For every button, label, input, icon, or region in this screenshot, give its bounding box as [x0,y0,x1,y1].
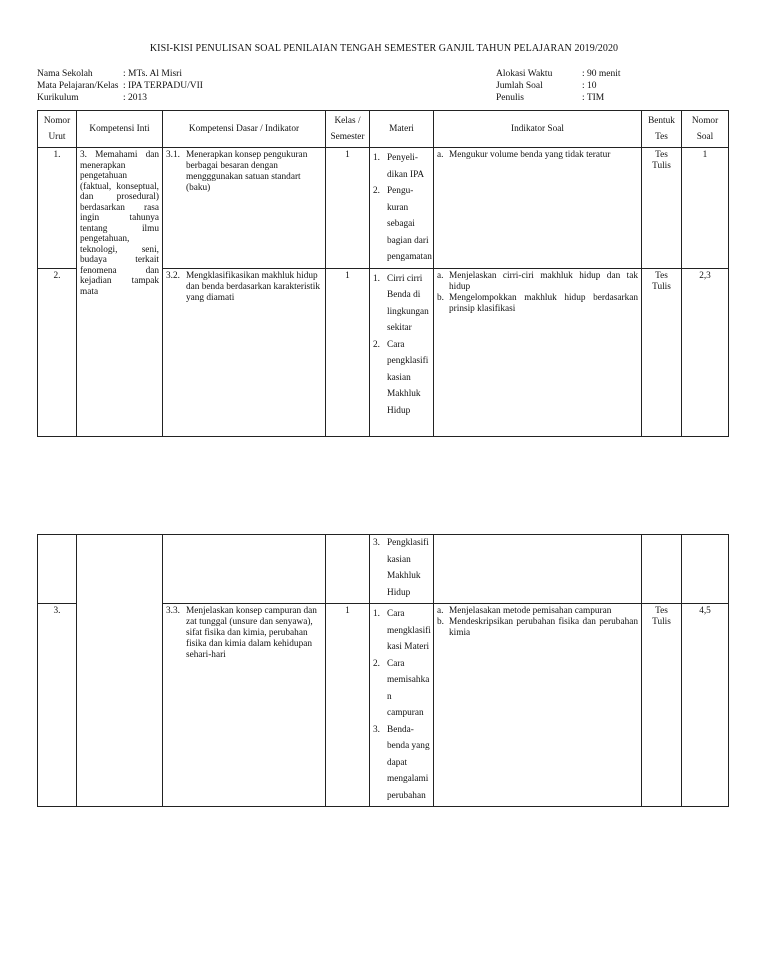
cell-kompetensi-dasar: 3.3. Menjelaskan konsep campuran dan zat tunggal (unsure dan senyawa), sifat fisika dan kimia, perubahan fisika dan kimia dalam kehidupan sehari-hari [163,604,326,807]
meta-value: : 90 menit [582,69,621,79]
materi-item: 1. Penyeli-dikan IPA [373,153,425,180]
cell-kompetensi-dasar: 3.1. Menerapkan konsep pengukuran berbagai besaran dengan mengggunakan satuan standart (baku) [163,148,326,269]
cell-nomor-soal: 1 [682,148,729,269]
header-materi: Materi [370,111,434,148]
materi-item: 2. Cara memisahka n campuran [373,658,430,718]
meta-row-jumlah-soal [496,80,621,92]
cell-nomor-urut: 2. [38,268,77,436]
cell-kelas [326,535,370,604]
header-indikator-soal: Indikator Soal [434,111,642,148]
meta-label: Penulis [496,93,524,103]
cell-indikator-soal [434,268,642,436]
meta-value: : MTs. Al Misri [123,69,182,79]
table-row-continuation [38,535,729,604]
document-title: KISI-KISI PENULISAN SOAL PENILAIAN TENGAH SEMESTER GANJIL TAHUN PELAJARAN 2019/2020 [149,43,619,54]
cell-materi [370,535,434,604]
header-kelas-semester: Kelas / Semester [326,111,370,148]
meta-left [37,68,203,104]
table-header-row [38,111,729,148]
meta-value: : IPA TERPADU/VII [123,81,203,91]
cell-kelas: 1 [326,148,370,269]
cell-nomor-soal [682,535,729,604]
table-row [38,148,729,269]
cell-indikator-soal [434,148,642,269]
header-kompetensi-inti: Kompetensi Inti [77,111,163,148]
cell-indikator-soal [434,535,642,604]
kisi-table-part-1 [37,110,729,437]
cell-kompetensi-dasar [163,535,326,604]
meta-value: : 2013 [123,93,148,103]
cell-kompetensi-dasar: 3.2. Mengklasifikasikan makhluk hidup dan benda berdasarkan karakteristik yang diamati [163,268,326,436]
cell-kelas: 1 [326,268,370,436]
cell-materi [370,604,434,807]
cell-bentuk-tes: Tes Tulis [642,604,682,807]
indikator-item: b. Mengelompokkan makhluk hidup berdasarkan prinsip klasifikasi [437,292,638,314]
meta-label: Kurikulum [37,93,79,103]
header-kompetensi-dasar: Kompetensi Dasar / Indikator [163,111,326,148]
meta-label: Jumlah Soal [496,81,543,91]
cell-materi [370,268,434,436]
materi-item: 2. Cara pengklasifi kasian Makhluk Hidup [373,339,429,416]
cell-nomor-soal: 2,3 [682,268,729,436]
materi-item: 1. Cirri cirri Benda di lingkungan sekitar [373,273,429,333]
cell-bentuk-tes [642,535,682,604]
cell-bentuk-tes: Tes Tulis [642,268,682,436]
cell-materi [370,148,434,269]
header-nomor-soal: Nomor Soal [682,111,729,148]
meta-label: Mata Pelajaran/Kelas [37,81,119,91]
indikator-item: a. Mengukur volume benda yang tidak teratur [437,150,611,160]
meta-label: Alokasi Waktu [496,69,553,79]
meta-row-nama-sekolah [37,68,203,80]
cell-kompetensi-inti [77,535,163,807]
header-bentuk-tes: Bentuk Tes [642,111,682,148]
indikator-item: a. Menjelaskan cirri-ciri makhluk hidup dan tak hidup [437,270,638,292]
cell-kompetensi-inti: 3. Memahami dan menerapkan pengetahuan (faktual, konseptual, dan prosedural) berdasarkan rasa ingin tahunya tentang ilmu pengetahuan, teknologi, seni, budaya terkait fenomena dan kejadian tampak mata [77,148,163,437]
cell-nomor-urut [38,535,77,604]
cell-indikator-soal [434,604,642,807]
indikator-item: a. Menjelasakan metode pemisahan campuran [437,606,612,616]
cell-nomor-urut: 1. [38,148,77,269]
meta-row-alokasi-waktu [496,68,621,80]
cell-kelas: 1 [326,604,370,807]
meta-value: : 10 [582,81,597,91]
meta-right [496,68,621,104]
meta-row-penulis [496,92,621,104]
cell-nomor-soal: 4,5 [682,604,729,807]
materi-item: 2. Pengu-kuran sebagai bagian dari pengamatan [373,186,432,262]
kisi-table-part-2 [37,534,729,807]
meta-row-mata-pelajaran [37,80,203,92]
materi-item: 1. Cara mengklasifi kasi Materi [373,609,431,652]
indikator-item: b. Mendeskripsikan perubahan fisika dan perubahan kimia [437,617,638,638]
cell-bentuk-tes: Tes Tulis [642,148,682,269]
meta-label: Nama Sekolah [37,69,93,79]
header-nomor-urut: Nomor Urut [38,111,77,148]
materi-item: 3. Benda-benda yang dapat mengalami perubahan [373,724,430,801]
meta-value: : TIM [582,93,605,103]
cell-nomor-urut: 3. [38,604,77,807]
materi-item: 3. Pengklasifi kasian Makhluk Hidup [373,538,429,598]
meta-row-kurikulum [37,92,203,104]
